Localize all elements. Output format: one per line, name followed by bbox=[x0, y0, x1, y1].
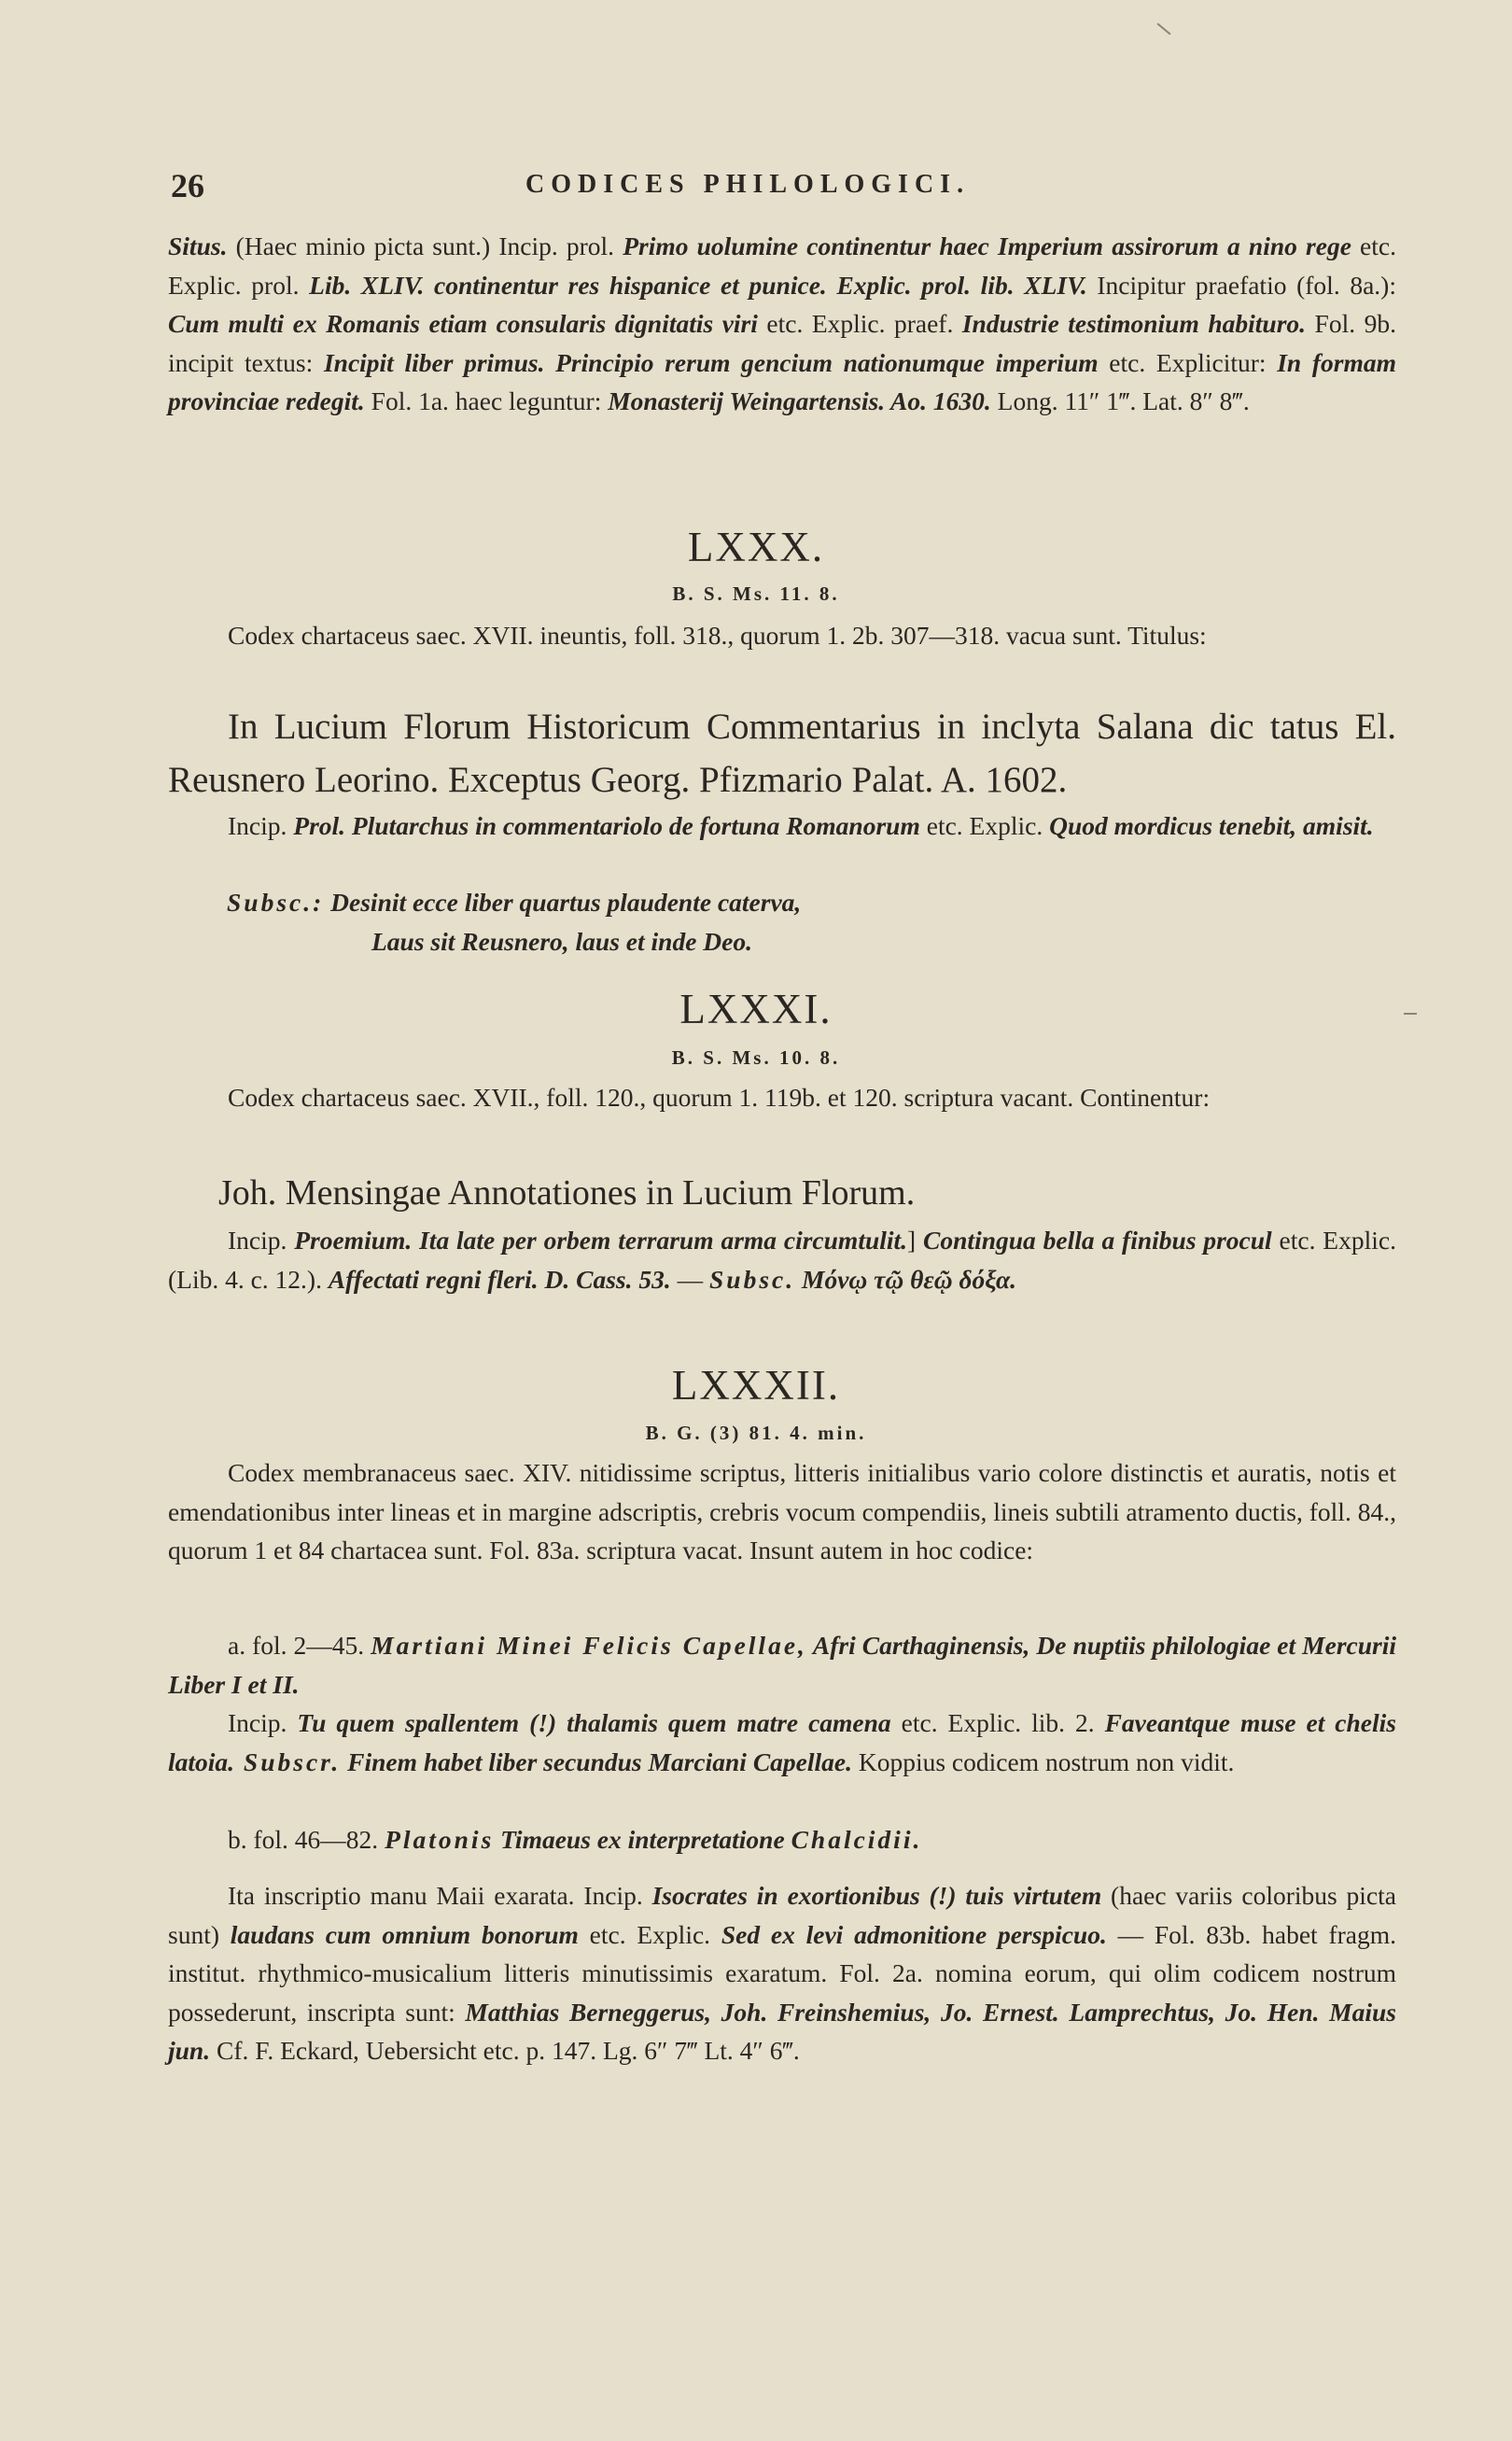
intro-text: (Haec minio picta sunt.) Incip. prol. bbox=[227, 231, 623, 260]
intro-italic: Lib. XLIV. continentur res hispanice et punice. Explic. prol. lib. XLIV. bbox=[309, 270, 1087, 300]
detail-text: (haec variis coloribus picta sunt) bbox=[168, 1881, 1396, 1949]
reference-text: Cf. F. Eckard, Uebersicht etc. p. 147. Lg. 6″ 7‴ Lt. 4″ 6‴. bbox=[210, 2036, 800, 2065]
title-lxxxi: Joh. Mensingae Annotationes in Lucium Florum. bbox=[218, 1173, 916, 1213]
subscription-line: Laus sit Reusnero, laus et inde Deo. bbox=[371, 926, 752, 956]
description-lxxxii: Codex membranaceus saec. XIV. nitidissime scriptus, litteris initialibus vario colore distinctis et auratis, notis et emendationibus inter lineas et in margine adscriptis, crebris vocum compendiis, lineis subtili atramento ductis, foll. 84., quorum 1 et 84 chartacea sunt. Fol. 83a. scriptura vacat. Insunt autem in hoc codice: bbox=[168, 1458, 1396, 1564]
detail-text: Ita inscriptio manu Maii exarata. Incip. bbox=[228, 1881, 652, 1910]
explicit-text: Affectati regni fleri. D. Cass. 53. bbox=[328, 1264, 671, 1294]
intro-italic: Monasterij Weingartensis. Ao. 1630. bbox=[608, 386, 991, 415]
description-lxxxi: Codex chartaceus saec. XVII., foll. 120., quorum 1. 119b. et 120. scriptura vacant. Continentur: bbox=[228, 1083, 1211, 1112]
intro-text: Incipitur praefatio (fol. 8a.): bbox=[1086, 270, 1396, 300]
intro-text: etc. Explicitur: bbox=[1098, 347, 1278, 377]
situs-label: Situs. bbox=[168, 231, 228, 260]
detail-text: — Fol. 83b. habet fragm. institut. rhythmico-musicalium litteris minutissimis exaratum. Fol. 2a. nomina eorum, qui olim codicem nostrum possederunt, inscripta sunt: bbox=[168, 1919, 1396, 2027]
explicit-label: etc. Explic. bbox=[578, 1919, 721, 1949]
intro-italic: Cum multi ex Romanis etiam consularis dignitatis viri bbox=[168, 309, 758, 338]
intro-italic: Industrie testimonium habituro. bbox=[961, 309, 1307, 338]
incipit-text: Prol. Plutarchus in commentariolo de fortuna Romanorum bbox=[293, 811, 920, 840]
explicit-label: etc. Explic. lib. 2. bbox=[890, 1708, 1105, 1737]
item-a-author: Martiani Minei Felicis Capellae, bbox=[371, 1631, 807, 1660]
owners-list: Matthias Berneggerus, Joh. Freinshemius, Jo. Ernest. Lamprechtus, Jo. Hen. Maius jun. bbox=[168, 1997, 1396, 2065]
subscription-greek: Μόνῳ τῷ θεῷ δόξα. bbox=[795, 1264, 1017, 1294]
bracket: ] bbox=[907, 1226, 924, 1255]
title-lxxx: In Lucium Florum Historicum Commentarius in inclyta Salana dic tatus El. Reusnero Leorino. Exceptus Georg. Pfizmario Palat. A. 1602. bbox=[168, 707, 1396, 800]
intro-italic: In formam provinciae redegit. bbox=[168, 347, 1397, 415]
item-b-details bbox=[168, 1876, 1396, 2070]
incipit-label: Incip. bbox=[228, 1226, 295, 1255]
section-number-lxxxii: LXXXII. bbox=[671, 1362, 841, 1409]
subscription-line: Desinit ecce liber quartus plaudente caterva, bbox=[324, 888, 802, 917]
subscription-label: Subscr. bbox=[234, 1747, 342, 1776]
subscription-label: Subsc.: bbox=[227, 888, 325, 917]
shelfmark-lxxx: B. S. Ms. 11. 8. bbox=[672, 582, 840, 605]
intro-italic: Primo uolumine continentur haec Imperium assirorum a nino rege bbox=[623, 231, 1351, 260]
section-number-lxxx: LXXX. bbox=[687, 524, 825, 570]
explicit-label: etc. Explic. bbox=[919, 811, 1050, 840]
subscription-lxxx bbox=[227, 883, 1347, 961]
intro-text: Fol. 9b. incipit textus: bbox=[168, 309, 1396, 377]
margin-mark bbox=[1404, 1013, 1417, 1015]
explicit-label: etc. Explic. (Lib. 4. c. 12.). bbox=[168, 1226, 1396, 1294]
margin-mark bbox=[1156, 22, 1170, 35]
item-b-label: b. fol. 46—82. bbox=[228, 1825, 385, 1854]
item-b bbox=[168, 1820, 1396, 1859]
shelfmark-lxxxi: B. S. Ms. 10. 8. bbox=[671, 1046, 841, 1069]
description-lxxx: Codex chartaceus saec. XVII. ineuntis, foll. 318., quorum 1. 2b. 307—318. vacua sunt. Titulus: bbox=[228, 621, 1207, 650]
item-b-title: Timaeus ex interpretatione bbox=[494, 1825, 791, 1854]
incipit-label: Incip. bbox=[228, 1708, 298, 1737]
section-number-lxxxi: LXXXI. bbox=[679, 986, 833, 1032]
item-a-title: Afri Carthaginensis, De nuptiis philologiae et Mercurii Liber I et II. bbox=[168, 1631, 1397, 1699]
item-a bbox=[168, 1626, 1396, 1704]
intro-text: etc. Explic. praef. bbox=[757, 309, 962, 338]
item-b-author: Platonis bbox=[385, 1825, 495, 1854]
item-a-label: a. fol. 2—45. bbox=[228, 1631, 371, 1660]
incipit-lxxx bbox=[168, 807, 1396, 846]
incipit-lxxxi bbox=[168, 1221, 1396, 1298]
item-b-translator: Chalcidii. bbox=[791, 1825, 923, 1854]
item-a-details bbox=[168, 1704, 1396, 1781]
dash: — bbox=[670, 1264, 710, 1294]
intro-paragraph bbox=[168, 227, 1396, 421]
explicit-text: Sed ex levi admonitione perspicuo. bbox=[721, 1919, 1107, 1949]
intro-italic: Incipit liber primus. Principio rerum gencium nationumque imperium bbox=[323, 347, 1099, 377]
intro-text: etc. Explic. prol. bbox=[168, 231, 1396, 300]
incipit-text: Tu quem spallentem (!) thalamis quem matre camena bbox=[297, 1708, 891, 1737]
incipit-text: Isocrates in exortionibus (!) tuis virtutem bbox=[651, 1881, 1102, 1910]
subscription-text: Finem habet liber secundus Marciani Capellae. bbox=[341, 1747, 852, 1776]
running-title: CODICES PHILOLOGICI. bbox=[525, 170, 971, 199]
incipit-text: Contingua bella a finibus procul bbox=[923, 1226, 1272, 1255]
subscription-label: Subsc. bbox=[709, 1264, 796, 1294]
item-a-note: Koppius codicem nostrum non vidit. bbox=[851, 1747, 1235, 1776]
page-number: 26 bbox=[171, 167, 204, 204]
explicit-text: Faveantque muse et chelis latoia. bbox=[168, 1708, 1396, 1776]
page-header bbox=[171, 166, 1395, 213]
explicit-text: Quod mordicus tenebit, amisit. bbox=[1049, 811, 1374, 840]
intro-text: Long. 11″ 1‴. Lat. 8″ 8‴. bbox=[990, 386, 1250, 415]
incipit-text: Proemium. Ita late per orbem terrarum arma circumtulit. bbox=[294, 1226, 908, 1255]
intro-text: Fol. 1a. haec leguntur: bbox=[364, 386, 609, 415]
incipit-text: laudans cum omnium bonorum bbox=[230, 1919, 579, 1949]
incipit-label: Incip. bbox=[228, 811, 294, 840]
shelfmark-lxxxii: B. G. (3) 81. 4. min. bbox=[645, 1422, 867, 1444]
